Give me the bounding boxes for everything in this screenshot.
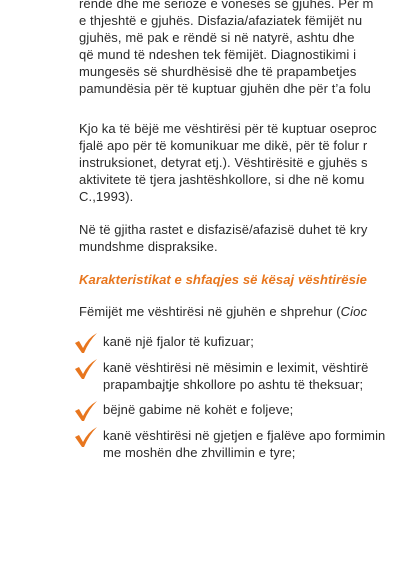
text-line: që mund të ndeshen tek fëmijët. Diagnostikimi i — [79, 47, 357, 62]
paragraph-3 — [79, 221, 367, 255]
text-line: C.,1993). — [79, 189, 134, 204]
text-line: Kjo ka të bëjë me vështirësi për të kuptuar oseproc — [79, 121, 377, 136]
list-item — [103, 359, 368, 393]
text-line: rëndë dhe më serioze e vonesës së gjuhës. Për m — [79, 0, 374, 11]
list-item-text: kanë vështirësi në mësimin e leximit, vështirë — [103, 360, 369, 375]
intro-italic: Cioc — [340, 304, 368, 319]
text-line: aktivitete të tjera jashtëshkollore, si dhe në komu — [79, 172, 365, 187]
text-line: instruksionet, detyrat etj.). Vështirësitë e gjuhës s — [79, 155, 368, 170]
text-line: gjuhës, më pak e rëndë si në natyrë, ashtu dhe — [79, 30, 355, 45]
checkmark-icon — [74, 358, 98, 380]
list-item-text: prapambajtje shkollore po ashtu të theksuar; — [103, 377, 364, 392]
text-line: fjalë apo për të komunikuar me dikë, për të folur r — [79, 138, 368, 153]
text-line: pamundësia për të kuptuar gjuhën dhe për t’a folu — [79, 81, 371, 96]
list-item-text: bëjnë gabime në kohët e foljeve; — [103, 402, 294, 417]
list-item — [103, 427, 385, 461]
text-line: Në të gjitha rastet e disfazisë/afazisë duhet të kry — [79, 222, 368, 237]
list-item-text: kanë vështirësi në gjetjen e fjalëve apo formimin — [103, 428, 386, 443]
checkmark-icon — [74, 426, 98, 448]
text-line: mundshme dispraksike. — [79, 239, 218, 254]
text-line: e thjeshtë e gjuhës. Disfazia/afaziatek fëmijët nu — [79, 13, 363, 28]
intro-line — [79, 303, 367, 320]
intro-prefix: Fëmijët me vështirësi në gjuhën e shprehur ( — [79, 304, 341, 319]
section-subheading: Karakteristikat e shfaqjes së kësaj vështirësie — [79, 272, 367, 287]
paragraph-2 — [79, 120, 377, 205]
list-item — [103, 401, 293, 418]
list-item-text: me moshën dhe zhvillimin e tyre; — [103, 445, 296, 460]
list-item — [103, 333, 254, 350]
checkmark-icon — [74, 332, 98, 354]
paragraph-1 — [79, 0, 373, 97]
checkmark-icon — [74, 400, 98, 422]
list-item-text: kanë një fjalor të kufizuar; — [103, 334, 254, 349]
text-line: mungesës së shurdhësisë dhe të prapambetjes — [79, 64, 357, 79]
